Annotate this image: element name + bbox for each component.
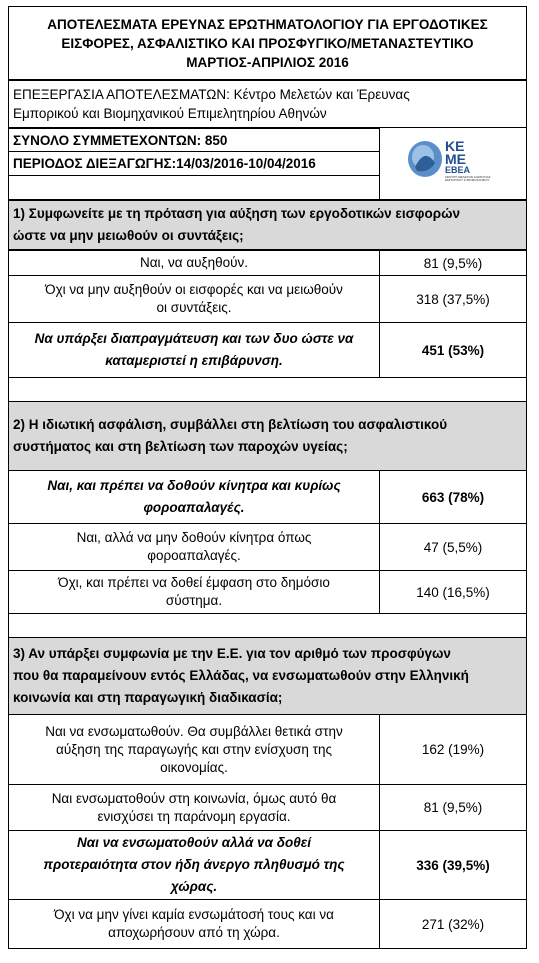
q2-answer-1-value-text: 663 (78%) <box>421 489 485 505</box>
survey-period <box>8 151 380 176</box>
question-1 <box>8 200 527 250</box>
q3-answer-2 <box>8 784 380 831</box>
q3-answer-1-value <box>379 714 527 785</box>
participants-text: ΣΥΝΟΛΟ ΣΥΜΜΕΤΕΧΟΝΤΩΝ: 850 <box>13 132 228 148</box>
logo-graphic <box>403 133 515 183</box>
q3-answer-1-value-text: 162 (19%) <box>421 742 485 757</box>
question-1-line-2: ώστε να μην μειωθούν οι συντάξεις; <box>13 228 244 243</box>
q1-answer-2-value <box>379 275 527 323</box>
q1-answer-3-value <box>379 322 527 378</box>
q1-answer-3-line-1: Να υπάρξει διαπραγμάτευση και των δυο ώστε να <box>34 331 354 346</box>
processing-info <box>8 80 527 128</box>
q3-answer-4-line-2: αποχωρήσουν από τη χώρα. <box>108 925 280 940</box>
logo-ke: ΚΕ <box>445 138 465 154</box>
spacer-row-2 <box>8 613 527 638</box>
q1-answer-2 <box>8 275 380 323</box>
q2-answer-3-value-text: 140 (16,5%) <box>416 584 490 600</box>
title-line-3: ΜΑΡΤΙΟΣ-ΑΠΡΙΛΙΟΣ 2016 <box>186 54 349 70</box>
question-2 <box>8 401 527 471</box>
spacer-row-1 <box>8 377 527 402</box>
q3-answer-2-line-2: ενισχύσει τη παράνομη εργασία. <box>97 808 291 824</box>
kemeebea-logo <box>403 133 515 183</box>
q1-answer-1-value-text: 81 (9,5%) <box>423 255 483 271</box>
q1-answer-3-line-2: καταμεριστεί η επιβάρυνση. <box>105 353 283 368</box>
title-line-1: ΑΠΟΤΕΛΕΣΜΑΤΑ ΕΡΕΥΝΑΣ ΕΡΩΤΗΜΑΤΟΛΟΓΙΟΥ ΓΙΑ ΕΡΓΟΔΟΤΙΚΕΣ <box>47 16 488 32</box>
q2-answer-3 <box>8 570 380 614</box>
q2-answer-2 <box>8 523 380 571</box>
question-3 <box>8 637 527 715</box>
q3-answer-1-line-2: αύξηση της παραγωγής και στην ενίσχυση της <box>56 741 332 757</box>
question-3-line-1: 3) Αν υπάρξει συμφωνία με την Ε.Ε. για τον αριθμό των προσφύγων <box>13 646 451 661</box>
empty-row <box>8 175 380 200</box>
q1-answer-2-line-2: οι συντάξεις. <box>156 300 232 315</box>
question-2-line-1: 2) Η ιδιωτική ασφάλιση, συμβάλλει στη βελτίωση του ασφαλιστικού <box>13 417 448 432</box>
q2-answer-2-line-2: φοροαπαλαγές. <box>147 548 241 563</box>
q2-answer-1-line-1: Ναι, και πρέπει να δοθούν κίνητρα και κυρίως <box>47 478 341 493</box>
q2-answer-1 <box>8 470 380 524</box>
q3-answer-1 <box>8 714 380 785</box>
q3-answer-3-value <box>379 830 527 900</box>
period-text: ΠΕΡΙΟΔΟΣ ΔΙΕΞΑΓΩΓΗΣ:14/03/2016-10/04/2016 <box>13 156 316 171</box>
q2-answer-3-line-1: Όχι, και πρέπει να δοθεί έμφαση στο δημόσιο <box>58 575 330 590</box>
question-3-line-3: κοινωνία και στη παραγωγική διαδικασία; <box>13 690 283 705</box>
q3-answer-3-value-text: 336 (39,5%) <box>416 857 490 873</box>
q3-answer-1-line-3: οικονομίας. <box>160 759 228 775</box>
q1-answer-2-line-1: Όχι να μην αυξηθούν οι εισφορές και να μειωθούν <box>45 282 343 297</box>
q2-answer-1-line-2: φοροαπαλαγές. <box>143 500 245 515</box>
q3-answer-3-line-1: Ναι να ενσωματοθούν αλλά να δοθεί <box>77 835 311 850</box>
title-line-2: ΕΙΣΦΟΡΕΣ, ΑΣΦΑΛΙΣΤΙΚΟ ΚΑΙ ΠΡΟΣΦΥΓΙΚΟ/ΜΕΤΑΝΑΣΤΕΥΤΙΚΟ <box>61 35 474 51</box>
q3-answer-4-value-text: 271 (32%) <box>421 916 485 932</box>
q1-answer-2-value-text: 318 (37,5%) <box>416 291 490 307</box>
q3-answer-4 <box>8 899 380 949</box>
logo-me: ΜΕ <box>445 151 466 167</box>
q1-answer-1 <box>8 250 380 276</box>
logo-sub-2: ΕΜΠΟΡΙΚΟΥ & ΒΙΟΜΗΧΑΝΙΚΟΥ <box>445 178 490 182</box>
logo-ebea: ΕΒΕΑ <box>445 165 471 175</box>
q3-answer-4-line-1: Όχι να μην γίνει καμία ενσωμάτοσή τους και να <box>54 907 334 922</box>
q3-answer-2-value <box>379 784 527 831</box>
q3-answer-3-line-3: χώρας. <box>170 879 218 894</box>
q2-answer-3-value <box>379 570 527 614</box>
q2-answer-3-line-2: σύστημα. <box>165 593 223 608</box>
participants-count <box>8 128 380 152</box>
q2-answer-2-line-1: Ναι, αλλά να μην δοθούν κίνητρα όπως <box>76 530 312 545</box>
processing-line-2: Εμπορικού και Βιομηχανικού Επιμελητηρίου Αθηνών <box>13 106 327 121</box>
q1-answer-3-value-text: 451 (53%) <box>421 342 485 358</box>
q3-answer-2-value-text: 81 (9,5%) <box>423 800 483 815</box>
survey-results-sheet <box>8 6 527 958</box>
q2-answer-2-value-text: 47 (5,5%) <box>423 539 483 555</box>
logo-sub-1: ΚΕΝΤΡΟ ΜΕΛΕΤΩΝ & ΕΡΕΥΝΑΣ <box>445 175 491 179</box>
processing-line-1: ΕΠΕΞΕΡΓΑΣΙΑ ΑΠΟΤΕΛΕΣΜΑΤΩΝ: Κέντρο Μελετών και Έρευνας <box>13 87 410 102</box>
question-1-line-1: 1) Συμφωνείτε με τη πρόταση για αύξηση των εργοδοτικών εισφορών <box>13 206 460 221</box>
q3-answer-1-line-1: Ναι να ενσωματωθούν. Θα συμβάλλει θετικά στην <box>45 723 343 739</box>
q2-answer-1-value <box>379 470 527 524</box>
question-2-line-2: συστήματος και στη βελτίωση των παροχών υγείας; <box>13 439 348 454</box>
question-3-line-2: που θα παραμείνουν εντός Ελλάδας, να ενσωματωθούν στην Ελληνική <box>13 668 469 683</box>
page-title <box>8 6 527 80</box>
q3-answer-3 <box>8 830 380 900</box>
q2-answer-2-value <box>379 523 527 571</box>
q3-answer-3-line-2: προτεραιότητα στον ήδη άνεργο πληθυσμό της <box>43 857 345 872</box>
q3-answer-2-line-1: Ναι ενσωματοθούν στη κοινωνία, όμως αυτό θα <box>51 790 337 806</box>
q1-answer-1-value <box>379 250 527 276</box>
q1-answer-1-text: Ναι, να αυξηθούν. <box>140 255 248 270</box>
q1-answer-3 <box>8 322 380 378</box>
q3-answer-4-value <box>379 899 527 949</box>
